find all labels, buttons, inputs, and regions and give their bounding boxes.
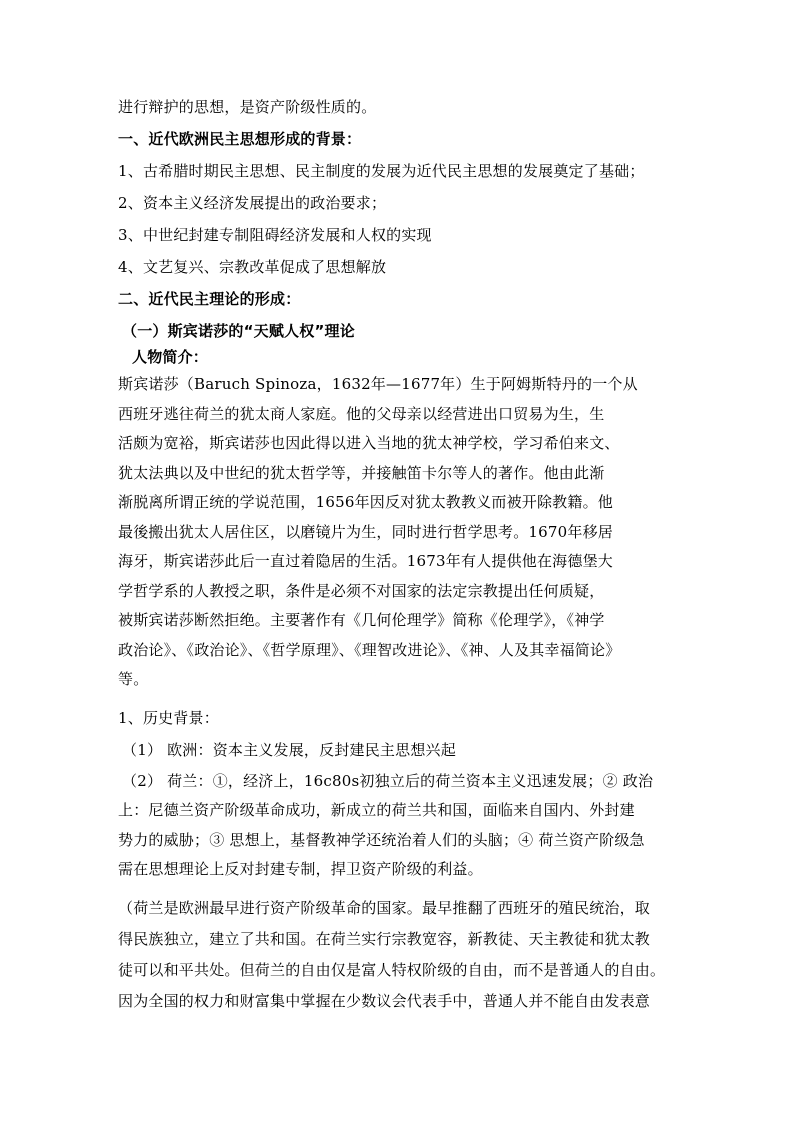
history-item-europe: （1） 欧洲：资本主义发展，反封建民主思想兴起: [122, 740, 456, 759]
bio-line: 被斯宾诺莎断然拒绝。主要著作有《几何伦理学》简称《伦理学》，《神学: [118, 611, 605, 629]
bio-line: 犹太法典以及中世纪的犹太哲学等，并接触笛卡尔等人的著作。他由此渐: [118, 463, 605, 482]
note-line: （荷兰是欧洲最早进行资产阶级革命的国家。最早推翻了西班牙的殖民统治，取: [118, 898, 651, 917]
history-item-line: 需在思想理论上反对封建专制，捍卫资产阶级的利益。: [118, 860, 483, 878]
history-item-line: 势力的威胁；③ 思想上，基督教神学还统治着人们的头脑；④ 荷兰资产阶级急: [118, 830, 645, 849]
section2-heading: 二、近代民主理论的形成：: [118, 290, 301, 308]
history-item-netherlands: [118, 767, 682, 885]
history-item-line: （2） 荷兰：①，经济上，16c80s初独立后的荷兰资本主义迅速发展；② 政治: [122, 771, 654, 790]
note-paragraph: [118, 893, 682, 1017]
bio-line: 活颇为宽裕，斯宾诺莎也因此得以进入当地的犹太神学校，学习希伯来文、: [118, 434, 620, 452]
history-heading: 1、历史背景：: [118, 708, 219, 727]
section1-item: 4、文艺复兴、宗教改革促成了思想解放: [118, 258, 387, 276]
note-line: 徒可以和平共处。但荷兰的自由仅是富人特权阶级的自由，而不是普通人的自由。: [118, 960, 666, 979]
bio-line: 海牙，斯宾诺莎此后一直过着隐居的生活。1673年有人提供他在海德堡大: [118, 552, 613, 570]
bio-line: 政治论》、《政治论》、《哲学原理》、《理智改进论》、《神、人及其幸福简论》: [118, 640, 621, 659]
bio-line: 等。: [118, 670, 149, 688]
section1-item: 1、古希腊时期民主思想、民主制度的发展为近代民主思想的发展奠定了基础；: [118, 162, 645, 180]
history-item-line: 上：尼德兰资产阶级革命成功，新成立的荷兰共和国，面临来自国内、外封建: [118, 801, 635, 819]
bio-heading: 人物简介：: [132, 348, 209, 366]
bio-line: 西班牙逃往荷兰的犹太商人家庭。他的父母亲以经营进出口贸易为生，生: [118, 404, 605, 423]
section1-item: 3、中世纪封建专制阻碍经济发展和人权的实现: [118, 226, 432, 244]
subsection-heading: （一）斯宾诺莎的“天赋人权”理论: [122, 322, 355, 340]
bio-paragraph: [118, 370, 682, 695]
section1-item: 2、资本主义经济发展提出的政治要求；: [118, 194, 387, 212]
section1-heading: 一、近代欧洲民主思想形成的背景：: [118, 130, 362, 148]
intro-line: 进行辩护的思想，是资产阶级性质的。: [118, 98, 377, 116]
bio-line: 渐脱离所谓正统的学说范围，1656年因反对犹太教教义而被开除教籍。他: [118, 493, 613, 511]
bio-line: 学哲学系的人教授之职，条件是必须不对国家的法定宗教提出任何质疑，: [118, 581, 605, 600]
document-page: [118, 96, 682, 1025]
bio-line: 最後搬出犹太人居住区，以磨镜片为生，同时进行哲学思考。1670年移居: [118, 522, 613, 541]
note-line: 因为全国的权力和财富集中掌握在少数议会代表手中，普通人并不能自由发表意: [118, 991, 651, 1010]
bio-line: 斯宾诺莎（Baruch Spinoza，1632年—1677年）生于阿姆斯特丹的一个从: [118, 375, 638, 393]
note-line: 得民族独立，建立了共和国。在荷兰实行宗教宽容，新教徒、天主教徒和犹太教: [118, 929, 651, 948]
